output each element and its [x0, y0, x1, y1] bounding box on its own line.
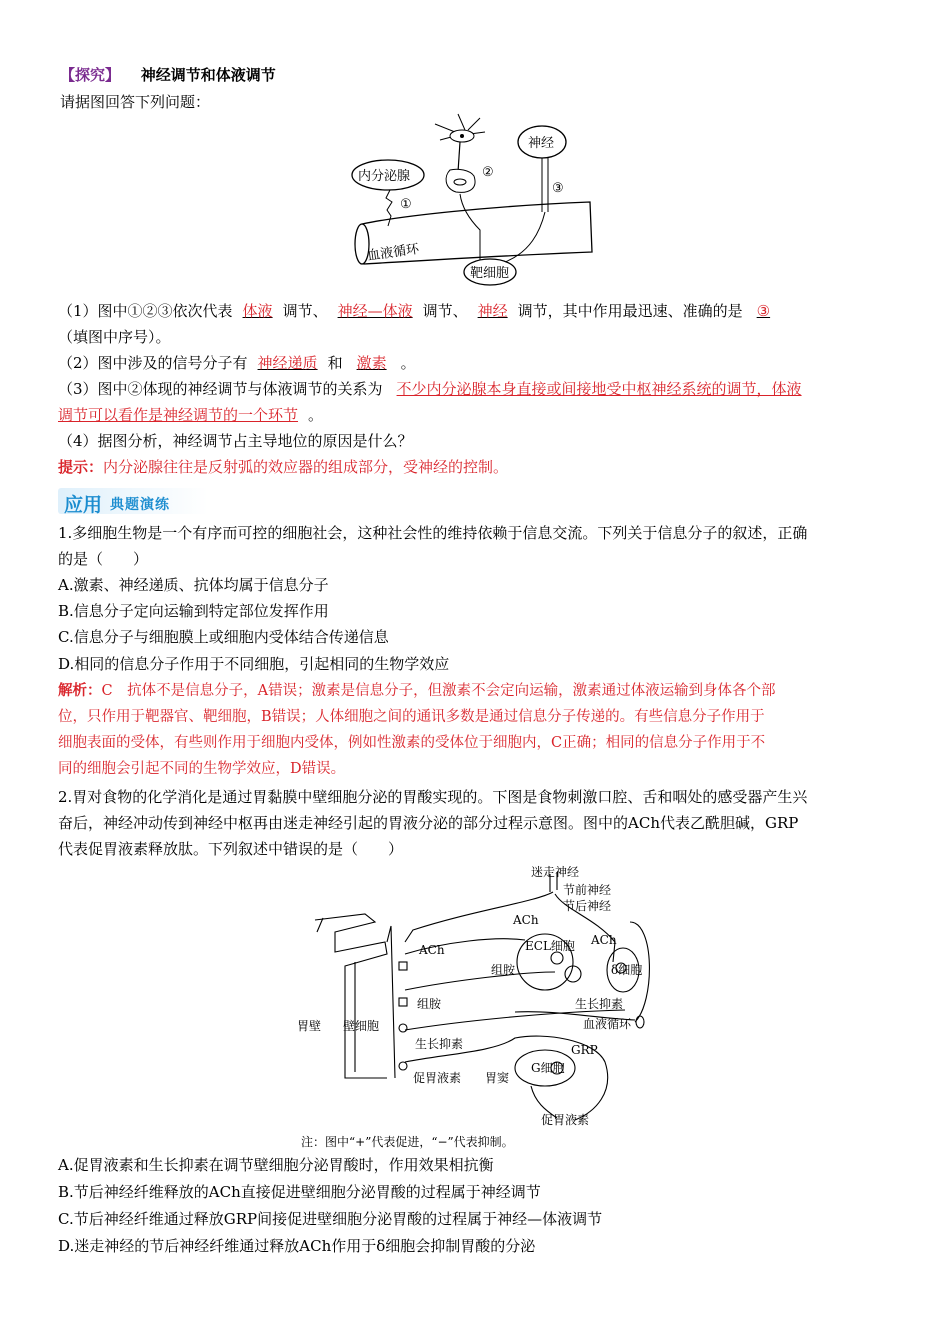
hint-text: 内分泌腺往往是反射弧的效应器的组成部分，受神经的控制。 — [103, 458, 509, 476]
problem-2-option-b[interactable]: B.节后神经纤维释放的ACh直接促进壁细胞分泌胃酸的过程属于神经调节 — [58, 1183, 541, 1201]
figure-2-diagram — [295, 862, 675, 1152]
q3-answer-part2: 调节可以看作是神经调节的一个环节 — [58, 406, 299, 424]
q1-answer-4: ③ — [756, 302, 771, 320]
fig1-num-3: ③ — [552, 181, 564, 196]
section-title: 神经调节和体液调节 — [140, 66, 276, 84]
fig2-gcell: G细胞 — [531, 1061, 565, 1075]
fig2-pre: 节前神经 — [563, 883, 612, 897]
question-3-line1: （3）图中②体现的神经调节与体液调节的关系为 不少内分泌腺本身直接或间接地受中枢神经系统的调节，体液 — [58, 380, 802, 398]
problem-1-explanation-2: 位，只作用于靶器官、靶细胞，B错误；人体细胞之间的通讯多数是通过信息分子传递的。有些信息分子作用于 — [58, 709, 765, 725]
problem-1-option-c[interactable]: C.信息分子与细胞膜上或细胞内受体结合传递信息 — [58, 628, 389, 646]
question-1-line2: （填图中序号）。 — [58, 328, 171, 346]
question-1-line1: （1）图中①②③依次代表 体液 调节、 神经—体液 调节、 神经 调节，其中作用最迅速、准确的是 ③ — [58, 302, 771, 320]
q3-answer-part1: 不少内分泌腺本身直接或间接地受中枢神经系统的调节，体液 — [396, 380, 802, 398]
question-4-hint — [58, 456, 892, 478]
problem-2-option-a[interactable]: A.促胃液素和生长抑素在调节壁细胞分泌胃酸时，作用效果相抗衡 — [58, 1156, 494, 1174]
section-prompt: 请据图回答下列问题： — [60, 93, 211, 111]
banner-sub: 典题演练 — [110, 497, 170, 513]
explanation-label: 解析： — [58, 683, 102, 699]
fig2-grp: GRP — [571, 1043, 598, 1057]
question-3-line2: 调节可以看作是神经调节的一个环节 。 — [58, 406, 324, 424]
fig1-nerve-label: 神经 — [528, 136, 555, 151]
fig2-somato-2: 生长抑素 — [415, 1037, 464, 1051]
problem-1-option-b[interactable]: B.信息分子定向运输到特定部位发挥作用 — [58, 602, 329, 620]
fig2-antrum: 胃窦 — [485, 1071, 510, 1085]
problem-1-explanation-1: 解析：C 抗体不是信息分子，A错误；激素是信息分子，但激素不会定向运输，激素通过体液运输到身体各个部 — [58, 683, 776, 699]
fig2-ecl: ECL细胞 — [525, 939, 575, 953]
q2-answer-1: 神经递质 — [257, 354, 318, 372]
problem-2-option-d[interactable]: D.迷走神经的节后神经纤维通过释放ACh作用于δ细胞会抑制胃酸的分泌 — [58, 1237, 536, 1255]
fig2-ach-1: ACh — [513, 913, 539, 927]
section-heading — [60, 64, 276, 85]
section-tag: 【探究】 — [60, 66, 121, 84]
question-4: （4）据图分析，神经调节占主导地位的原因是什么？ — [58, 432, 413, 450]
fig2-histamine-1: 组胺 — [491, 963, 516, 977]
fig1-gland-label: 内分泌腺 — [358, 169, 411, 184]
problem-1-explanation-4: 同的细胞会引起不同的生物学效应，D错误。 — [58, 761, 346, 777]
fig1-num-1: ① — [400, 197, 412, 212]
fig1-target-label: 靶细胞 — [470, 266, 510, 281]
fig2-note: 注：图中“+”代表促进，“−”代表抑制。 — [301, 1135, 514, 1149]
banner-main: 应用 — [64, 494, 103, 516]
fig2-ach-2: ACh — [419, 943, 445, 957]
problem-2-stem-3: 代表促胃液素释放肽。下列叙述中错误的是（ ） — [58, 840, 404, 858]
q1-answer-1: 体液 — [242, 302, 273, 320]
problem-1-stem-1: 1.多细胞生物是一个有序而可控的细胞社会，这种社会性的维持依赖于信息交流。下列关于信息分子的叙述，正确 — [58, 524, 808, 542]
figure-1-diagram — [340, 112, 610, 292]
problem-1-explanation-3: 细胞表面的受体，有些则作用于细胞内受体，例如性激素的受体位于细胞内，C正确；相同的信息分子作用于不 — [58, 735, 766, 751]
problem-2-stem-2: 奋后，神经冲动传到神经中枢再由迷走神经引起的胃液分泌的部分过程示意图。图中的ACh代表乙酰胆碱，GRP — [58, 814, 799, 832]
fig2-ach-3: ACh — [591, 933, 617, 947]
q1-answer-3: 神经 — [477, 302, 508, 320]
problem-1-stem-2: 的是（ ） — [58, 550, 149, 568]
fig2-gastrin-1: 促胃液素 — [413, 1071, 462, 1085]
fig1-num-2: ② — [482, 165, 494, 180]
fig2-blood: 血液循环 — [583, 1017, 632, 1031]
practice-banner — [58, 488, 218, 516]
problem-1-option-a[interactable]: A.激素、神经递质、抗体均属于信息分子 — [58, 576, 329, 594]
fig2-histamine-2: 组胺 — [417, 997, 442, 1011]
q2-answer-2: 激素 — [356, 354, 387, 372]
question-2: （2）图中涉及的信号分子有 神经递质 和 激素 。 — [58, 354, 416, 372]
problem-2-stem-1: 2.胃对食物的化学消化是通过胃黏膜中壁细胞分泌的胃酸实现的。下图是食物刺激口腔、舌和咽处的感受器产生兴 — [58, 788, 808, 806]
fig2-parietal: 壁细胞 — [343, 1019, 380, 1033]
hint-label: 提示： — [58, 458, 104, 476]
problem-2-option-c[interactable]: C.节后神经纤维通过释放GRP间接促进壁细胞分泌胃酸的过程属于神经—体液调节 — [58, 1210, 603, 1228]
fig2-post: 节后神经 — [563, 899, 612, 913]
problem-1-option-d[interactable]: D.相同的信息分子作用于不同细胞，引起相同的生物学效应 — [58, 655, 450, 673]
fig2-wall: 胃壁 — [297, 1019, 322, 1033]
fig2-somato-1: 生长抑素 — [575, 997, 624, 1011]
fig2-delta: δ细胞 — [611, 963, 643, 977]
fig2-vagus: 迷走神经 — [531, 865, 580, 879]
fig1-blood-label: 血液循环 — [366, 241, 421, 264]
q1-answer-2: 神经—体液 — [337, 302, 413, 320]
fig2-gastrin-2: 促胃液素 — [541, 1113, 590, 1127]
